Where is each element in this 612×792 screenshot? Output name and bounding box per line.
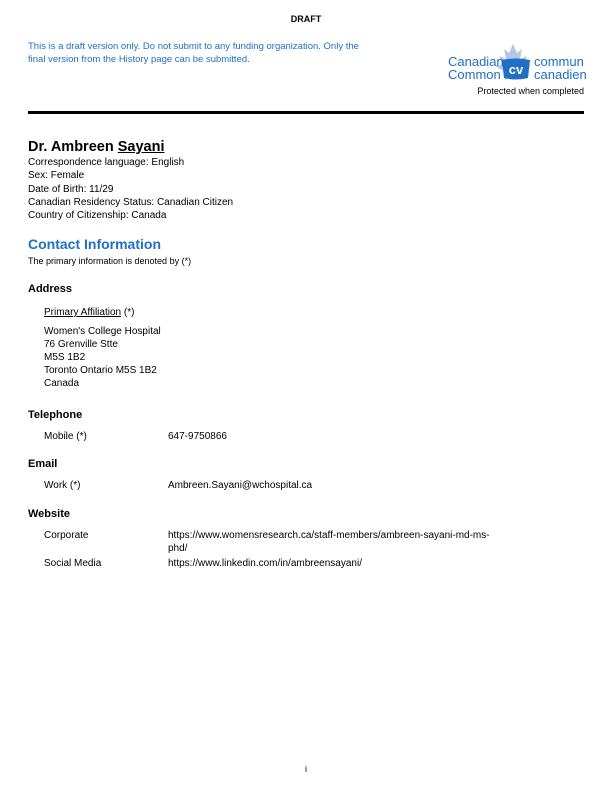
person-details bbox=[28, 156, 233, 222]
cv-badge-icon bbox=[501, 58, 531, 80]
logo-word-canadian: Canadian bbox=[448, 54, 504, 69]
citizenship: Country of Citizenship: Canada bbox=[28, 210, 167, 222]
website-corporate-label: Corporate bbox=[44, 530, 89, 541]
address-line: Toronto Ontario M5S 1B2 bbox=[44, 365, 157, 376]
website-heading: Website bbox=[28, 508, 70, 520]
email-heading: Email bbox=[28, 458, 58, 470]
website-corporate-url-line-1: https://www.womensresearch.ca/staff-members/ambreen-sayani-md-ms- bbox=[168, 530, 490, 541]
logo-word-common: Common bbox=[448, 67, 501, 82]
draft-notice-line-2: final version from the History page can be submitted. bbox=[28, 53, 250, 65]
date-of-birth: Date of Birth: 11/29 bbox=[28, 183, 114, 195]
logo-word-commun: commun bbox=[534, 54, 584, 69]
address-line: Women's College Hospital bbox=[44, 326, 161, 337]
website-corporate-link[interactable] bbox=[168, 529, 538, 555]
address-lines bbox=[44, 325, 161, 390]
page-number: i bbox=[305, 764, 307, 774]
address-line: 76 Grenville Stte bbox=[44, 339, 118, 350]
website-social-link[interactable]: https://www.linkedin.com/in/ambreensayani/ bbox=[168, 558, 362, 569]
telephone-value: 647-9750866 bbox=[168, 431, 227, 442]
cv-badge-text: cv bbox=[508, 62, 524, 77]
website-corporate-url-line-2: phd/ bbox=[168, 543, 188, 554]
primary-affiliation bbox=[44, 306, 134, 319]
person-family-name: Sayani bbox=[117, 139, 165, 155]
contact-information-title: Contact Information bbox=[28, 236, 161, 252]
header-divider bbox=[28, 111, 584, 114]
primary-affiliation-label: Primary Affiliation bbox=[44, 307, 122, 318]
residency-status: Canadian Residency Status: Canadian Citizen bbox=[28, 196, 234, 208]
telephone-heading: Telephone bbox=[28, 409, 83, 421]
sex: Sex: Female bbox=[28, 170, 85, 182]
draft-watermark-label: DRAFT bbox=[290, 14, 322, 24]
draft-notice-line-1: This is a draft version only. Do not submit to any funding organization. Only the bbox=[28, 41, 359, 52]
primary-info-note: The primary information is denoted by (*) bbox=[28, 256, 192, 266]
website-social-label: Social Media bbox=[44, 558, 102, 569]
ccv-logo bbox=[447, 44, 587, 84]
primary-marker: (*) bbox=[123, 307, 135, 318]
address-heading: Address bbox=[28, 283, 73, 295]
protected-label: Protected when completed bbox=[477, 86, 584, 96]
telephone-label: Mobile (*) bbox=[44, 431, 87, 442]
address-line: M5S 1B2 bbox=[44, 352, 86, 363]
draft-notice bbox=[28, 41, 388, 66]
person-title-given: Dr. Ambreen bbox=[28, 139, 114, 155]
logo-word-canadien: canadien bbox=[534, 67, 587, 82]
person-name bbox=[28, 139, 164, 155]
email-value[interactable]: Ambreen.Sayani@wchospital.ca bbox=[168, 480, 313, 491]
correspondence-language: Correspondence language: English bbox=[28, 157, 185, 168]
address-line: Canada bbox=[44, 378, 80, 389]
email-label: Work (*) bbox=[44, 480, 81, 491]
